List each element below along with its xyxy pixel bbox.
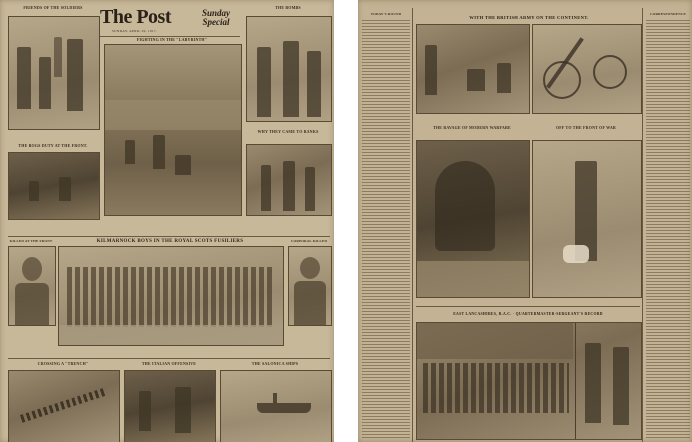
edition-line-2: Special [202,17,230,27]
right-bottom-rule [416,306,640,307]
caption-top-left: FRIENDS OF THE SOLDIERS [23,6,83,10]
right-column-rule [642,8,643,442]
masthead: The Post [100,6,171,28]
caption-right-portrait: CORPORAL KILLED [290,239,328,243]
caption-top-center: FIGHTING IN THE "LABYRINTH" [136,38,208,42]
caption-bottom-center: THE ITALIAN OFFENSIVE [141,362,197,366]
caption-right-mid-right: OFF TO THE FRONT OF WAR [555,126,617,130]
right-newspaper-page [358,0,692,442]
photo-soldiers-at-camp [416,24,530,114]
photo-royal-scots-fusiliers [58,246,284,346]
left-column-rule [412,8,413,442]
caption-top-right: THE BOMBS [275,6,301,10]
masthead-rule [100,36,240,37]
edition-label [202,9,230,27]
left-column-head: TODAY'S ROUND [370,12,402,16]
left-text-column [362,20,410,440]
banner-heading: KILMARNOCK BOYS IN THE ROYAL SCOTS FUSILIERS [96,239,244,244]
caption-mid-right: WHY THEY CAME TO BANKS [257,130,319,134]
caption-bottom-right: THE SALONICA SHIPS [251,362,299,366]
dateline: SUNDAY, APRIL 29, 1917. [112,29,158,33]
photo-portrait-right [288,246,332,326]
bottom-row-rule [8,358,330,359]
caption-block-left [8,130,98,138]
photo-bogs-duty [8,152,100,220]
photo-portrait-left [8,246,56,326]
photo-bombs [246,16,332,122]
edition-line-1: Sunday [202,8,231,18]
left-newspaper-page [0,0,334,442]
caption-right-mid-left: THE RAVAGE OF MODERN WARFARE [433,126,511,130]
photo-italian-offensive [124,370,216,442]
right-page-header: WITH THE BRITISH ARMY ON THE CONTINENT. [469,15,589,20]
page-gap [334,0,358,442]
photo-soldiers-with-gun [8,16,100,130]
caption-bottom-left: CROSSING A "TRENCH" [37,362,89,366]
right-column-head: CORRESPONDENCE [650,12,686,16]
photo-soldier-with-dog [532,140,642,298]
caption-mid-left: THE BOGS DUTY AT THE FRONT. [18,144,88,148]
photo-damaged-artillery [416,140,530,298]
caption-left-portrait: KILLED AT THE FRONT [9,239,53,243]
photo-labyrinth-trench [104,44,242,216]
photo-gun-carriage [532,24,642,114]
right-text-column [646,20,690,440]
banner-rule-top [8,236,330,237]
bottom-banner-heading: EAST LANCASHIRES, R.A.C. - QUARTERMASTER-SERGEANT'S RECORD [453,312,603,316]
photo-east-lancashires [416,322,642,440]
photo-crossing-trench [8,370,120,442]
photo-banks [246,144,332,216]
photo-salonica-ships [220,370,332,442]
